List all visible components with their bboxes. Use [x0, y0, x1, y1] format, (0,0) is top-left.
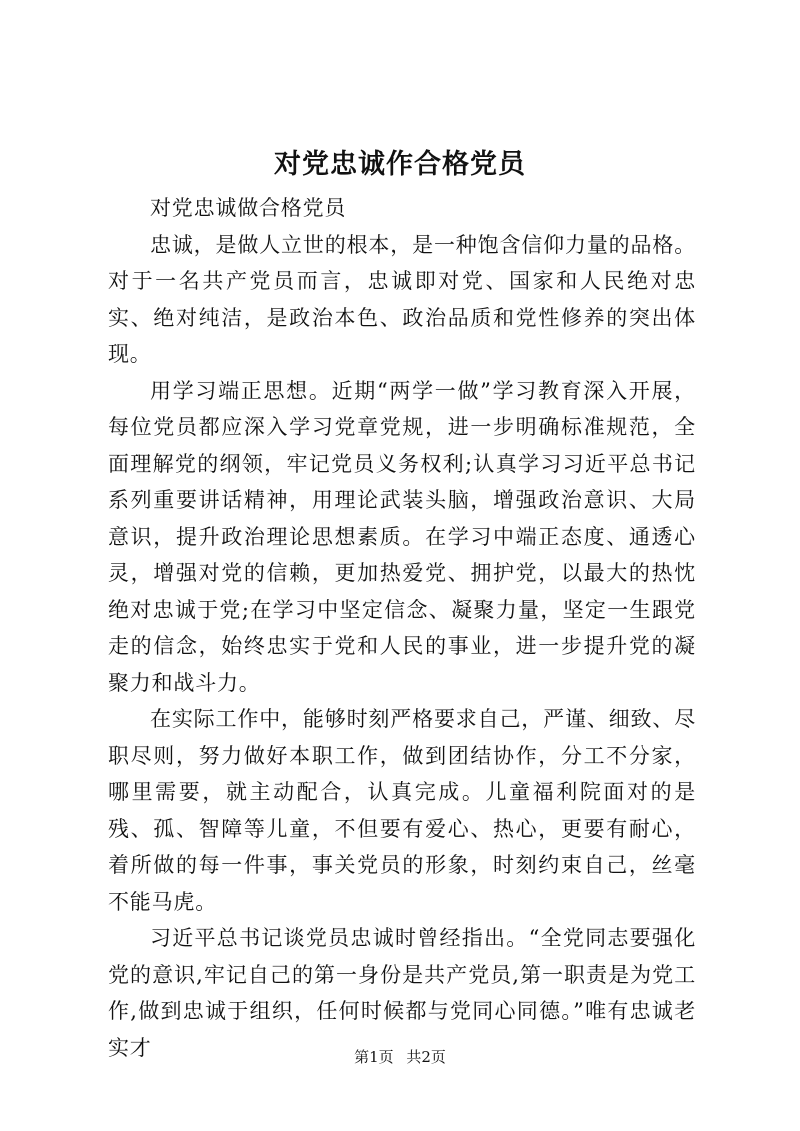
body-paragraph: 习近平总书记谈党员忠诚时曾经指出。“全党同志要强化党的意识,牢记自己的第一身份是共产党员,第一职责是为党工作,做到忠诚于组织，任何时候都与党同心同德。”唯有忠诚老实才 [108, 926, 696, 1060]
body-paragraph: 在实际工作中，能够时刻严格要求自己，严谨、细致、尽职尽则，努力做好本职工作，做到团结协作，分工不分家，哪里需要，就主动配合，认真完成。儿童福利院面对的是残、孤、智障等儿童，不但要有爱心、热心，更要有耐心，着所做的每一件事，事关党员的形象，时刻约束自己，丝毫不能马虎。 [108, 707, 696, 914]
document-body [108, 190, 696, 1066]
body-paragraph: 用学习端正思想。近期“两学一做”学习教育深入开展，每位党员都应深入学习党章党规，进一步明确标准规范，全面理解党的纲领，牢记党员义务权利;认真学习习近平总书记系列重要讲话精神，用理论武装头脑，增强政治意识、大局意识，提升政治理论思想素质。在学习中端正态度、通透心灵，增强对党的信赖，更加热爱党、拥护党，以最大的热忱绝对忠诚于党;在学习中坚定信念、凝聚力量，坚定一生跟党走的信念，始终忠实于党和人民的事业，进一步提升党的凝聚力和战斗力。 [108, 378, 696, 695]
document-title: 对党忠诚作合格党员 [274, 149, 526, 180]
body-paragraph: 忠诚，是做人立世的根本，是一种饱含信仰力量的品格。对于一名共产党员而言，忠诚即对党、国家和人民绝对忠实、绝对纯洁，是政治本色、政治品质和党性修养的突出体现。 [108, 232, 696, 366]
subtitle-paragraph: 对党忠诚做合格党员 [150, 196, 347, 220]
page-number: 第1页 [354, 1048, 394, 1066]
page-footer [0, 1046, 800, 1067]
page-total: 共2页 [406, 1048, 446, 1066]
